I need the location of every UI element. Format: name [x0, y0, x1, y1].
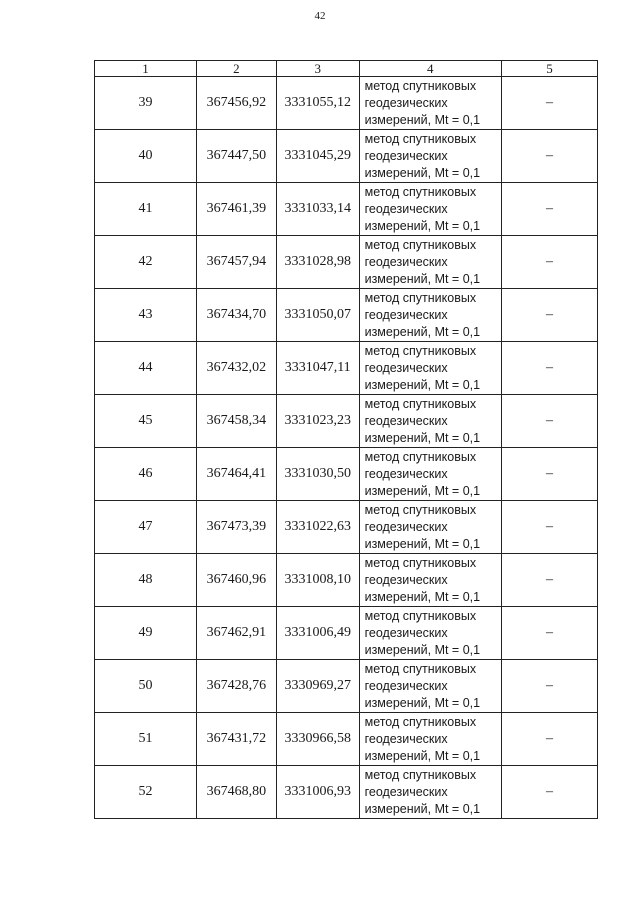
- method-cell: [359, 183, 501, 236]
- method-line: геодезических: [364, 519, 448, 534]
- point-number-cell: 46: [95, 448, 197, 501]
- x-coordinate-cell: 367473,39: [197, 501, 277, 554]
- x-coordinate-cell: 367464,41: [197, 448, 277, 501]
- y-coordinate-cell: 3331055,12: [276, 77, 359, 130]
- method-line: геодезических: [364, 784, 448, 799]
- y-coordinate-cell: 3331028,98: [276, 236, 359, 289]
- method-line: измерений, Mt = 0,1: [364, 324, 481, 339]
- method-line: измерений, Mt = 0,1: [364, 165, 481, 180]
- y-coordinate-cell: 3331045,29: [276, 130, 359, 183]
- method-line: метод спутниковых: [364, 396, 477, 411]
- point-number-cell: 44: [95, 342, 197, 395]
- note-cell: –: [502, 395, 598, 448]
- y-coordinate-cell: 3330966,58: [276, 713, 359, 766]
- method-line: метод спутниковых: [364, 184, 477, 199]
- table-row: [95, 77, 598, 130]
- table-row: [95, 130, 598, 183]
- method-cell: [359, 395, 501, 448]
- method-line: измерений, Mt = 0,1: [364, 536, 481, 551]
- column-header: 1: [95, 61, 197, 77]
- table-row: [95, 766, 598, 819]
- method-line: геодезических: [364, 95, 448, 110]
- x-coordinate-cell: 367462,91: [197, 607, 277, 660]
- point-number-cell: 47: [95, 501, 197, 554]
- note-cell: –: [502, 607, 598, 660]
- x-coordinate-cell: 367447,50: [197, 130, 277, 183]
- x-coordinate-cell: 367457,94: [197, 236, 277, 289]
- method-cell: [359, 289, 501, 342]
- point-number-cell: 42: [95, 236, 197, 289]
- table-row: [95, 342, 598, 395]
- method-line: измерений, Mt = 0,1: [364, 430, 481, 445]
- method-cell: [359, 130, 501, 183]
- x-coordinate-cell: 367458,34: [197, 395, 277, 448]
- method-cell: [359, 660, 501, 713]
- point-number-cell: 43: [95, 289, 197, 342]
- method-cell: [359, 554, 501, 607]
- method-line: измерений, Mt = 0,1: [364, 483, 481, 498]
- method-cell: [359, 342, 501, 395]
- method-line: геодезических: [364, 678, 448, 693]
- method-line: метод спутниковых: [364, 555, 477, 570]
- method-line: метод спутниковых: [364, 131, 477, 146]
- method-cell: [359, 77, 501, 130]
- point-number-cell: 49: [95, 607, 197, 660]
- point-number-cell: 51: [95, 713, 197, 766]
- point-number-cell: 40: [95, 130, 197, 183]
- table-row: [95, 607, 598, 660]
- method-cell: [359, 607, 501, 660]
- note-cell: –: [502, 342, 598, 395]
- method-line: метод спутниковых: [364, 290, 477, 305]
- method-line: измерений, Mt = 0,1: [364, 642, 481, 657]
- y-coordinate-cell: 3331006,49: [276, 607, 359, 660]
- note-cell: –: [502, 660, 598, 713]
- note-cell: –: [502, 501, 598, 554]
- table-row: [95, 660, 598, 713]
- point-number-cell: 45: [95, 395, 197, 448]
- method-cell: [359, 448, 501, 501]
- method-line: геодезических: [364, 307, 448, 322]
- y-coordinate-cell: 3330969,27: [276, 660, 359, 713]
- method-line: метод спутниковых: [364, 78, 477, 93]
- method-line: измерений, Mt = 0,1: [364, 112, 481, 127]
- table-row: [95, 236, 598, 289]
- method-line: метод спутниковых: [364, 237, 477, 252]
- method-line: геодезических: [364, 413, 448, 428]
- method-cell: [359, 713, 501, 766]
- note-cell: –: [502, 183, 598, 236]
- note-cell: –: [502, 289, 598, 342]
- point-number-cell: 48: [95, 554, 197, 607]
- table-row: [95, 395, 598, 448]
- method-line: измерений, Mt = 0,1: [364, 801, 481, 816]
- method-line: измерений, Mt = 0,1: [364, 271, 481, 286]
- note-cell: –: [502, 236, 598, 289]
- method-cell: [359, 766, 501, 819]
- coordinates-table: [94, 60, 598, 819]
- method-cell: [359, 236, 501, 289]
- method-line: метод спутниковых: [364, 661, 477, 676]
- table-row: [95, 554, 598, 607]
- column-header: 4: [359, 61, 501, 77]
- point-number-cell: 41: [95, 183, 197, 236]
- point-number-cell: 52: [95, 766, 197, 819]
- method-line: геодезических: [364, 731, 448, 746]
- method-line: метод спутниковых: [364, 502, 477, 517]
- method-line: геодезических: [364, 466, 448, 481]
- method-line: геодезических: [364, 360, 448, 375]
- x-coordinate-cell: 367460,96: [197, 554, 277, 607]
- method-line: измерений, Mt = 0,1: [364, 748, 481, 763]
- table-row: [95, 501, 598, 554]
- method-cell: [359, 501, 501, 554]
- table-header-row: [95, 61, 598, 77]
- x-coordinate-cell: 367456,92: [197, 77, 277, 130]
- column-header: 2: [197, 61, 277, 77]
- table-row: [95, 448, 598, 501]
- x-coordinate-cell: 367468,80: [197, 766, 277, 819]
- method-line: измерений, Mt = 0,1: [364, 218, 481, 233]
- method-line: метод спутниковых: [364, 449, 477, 464]
- method-line: измерений, Mt = 0,1: [364, 589, 481, 604]
- note-cell: –: [502, 77, 598, 130]
- note-cell: –: [502, 130, 598, 183]
- method-line: геодезических: [364, 254, 448, 269]
- x-coordinate-cell: 367431,72: [197, 713, 277, 766]
- x-coordinate-cell: 367428,76: [197, 660, 277, 713]
- y-coordinate-cell: 3331022,63: [276, 501, 359, 554]
- note-cell: –: [502, 766, 598, 819]
- method-line: измерений, Mt = 0,1: [364, 695, 481, 710]
- method-line: геодезических: [364, 572, 448, 587]
- method-line: геодезических: [364, 148, 448, 163]
- method-line: метод спутниковых: [364, 608, 477, 623]
- y-coordinate-cell: 3331006,93: [276, 766, 359, 819]
- y-coordinate-cell: 3331050,07: [276, 289, 359, 342]
- method-line: метод спутниковых: [364, 343, 477, 358]
- y-coordinate-cell: 3331030,50: [276, 448, 359, 501]
- x-coordinate-cell: 367461,39: [197, 183, 277, 236]
- y-coordinate-cell: 3331023,23: [276, 395, 359, 448]
- method-line: геодезических: [364, 625, 448, 640]
- table-row: [95, 289, 598, 342]
- method-line: метод спутниковых: [364, 714, 477, 729]
- point-number-cell: 39: [95, 77, 197, 130]
- page-number: 42: [314, 10, 326, 22]
- table-row: [95, 183, 598, 236]
- y-coordinate-cell: 3331008,10: [276, 554, 359, 607]
- x-coordinate-cell: 367432,02: [197, 342, 277, 395]
- method-line: геодезических: [364, 201, 448, 216]
- note-cell: –: [502, 448, 598, 501]
- method-line: измерений, Mt = 0,1: [364, 377, 481, 392]
- point-number-cell: 50: [95, 660, 197, 713]
- y-coordinate-cell: 3331033,14: [276, 183, 359, 236]
- column-header: 5: [502, 61, 598, 77]
- note-cell: –: [502, 713, 598, 766]
- column-header: 3: [276, 61, 359, 77]
- x-coordinate-cell: 367434,70: [197, 289, 277, 342]
- table-row: [95, 713, 598, 766]
- note-cell: –: [502, 554, 598, 607]
- y-coordinate-cell: 3331047,11: [276, 342, 359, 395]
- method-line: метод спутниковых: [364, 767, 477, 782]
